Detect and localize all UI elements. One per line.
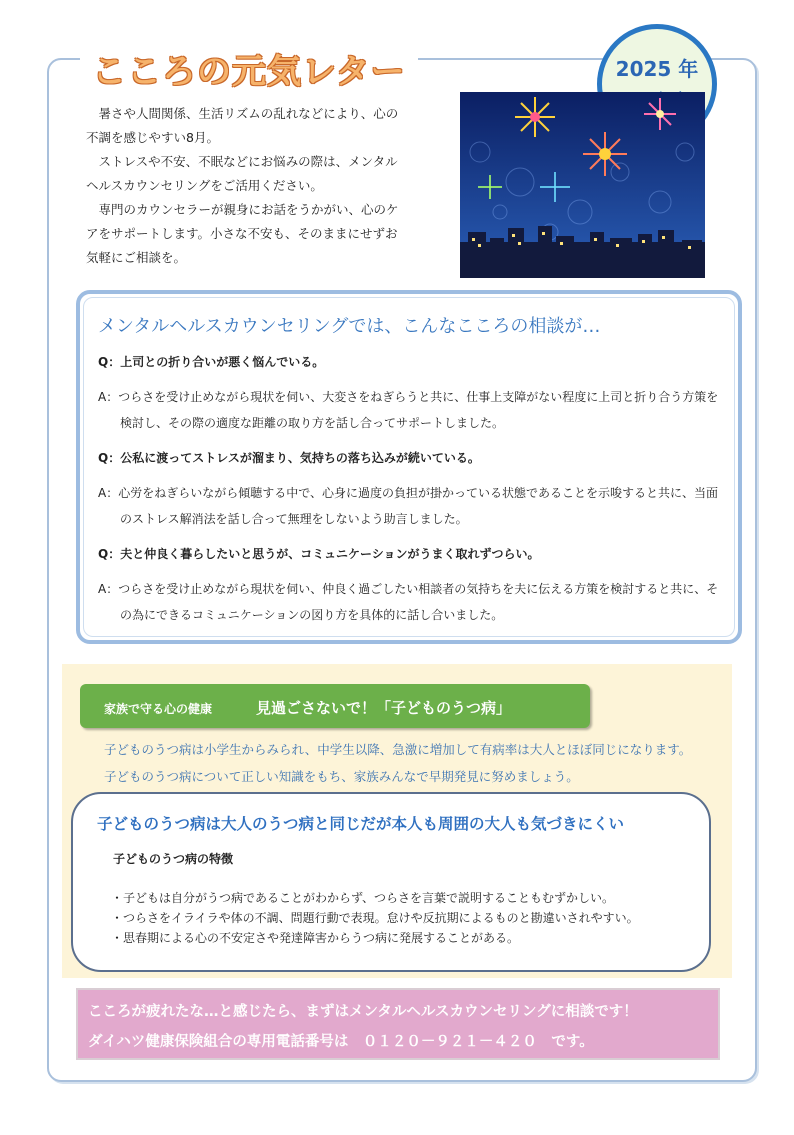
family-heading-bar xyxy=(80,684,590,728)
feature-list xyxy=(111,888,639,948)
family-line: 子どものうつ病について正しい知識をもち、家族みんなで早期発見に努めましょう。 xyxy=(104,769,579,784)
qa-answer: A：つらさを受け止めながら現状を伺い、大変さをねぎらうと共に、仕事上支障がない程度に上司と折り合う方策を検討し、その際の適度な距離の取り方を話し合ってサポートしました。 xyxy=(98,390,719,430)
feature-box xyxy=(71,792,711,972)
qa-question: Q：上司との折り合いが悪く悩んでいる。 xyxy=(98,355,325,369)
title-wrap xyxy=(80,44,418,93)
qa-answer: A：つらさを受け止めながら現状を伺い、仲良く過ごしたい相談者の気持ちを夫に伝える方策を検討すると共に、その為にできるコミュニケーションの図り方を具体的に話し合いました。 xyxy=(98,582,719,622)
family-line: 子どものうつ病は小学生からみられ、中学生以降、急激に増加して有病率は大人とほぼ同じになります。 xyxy=(104,742,692,757)
qa-title: メンタルヘルスカウンセリングでは、こんなこころの相談が… xyxy=(98,316,601,337)
list-item: ・つらさをイライラや体の不調、問題行動で表現。怠けや反抗期によるものと勘違いされやすい。 xyxy=(111,911,639,925)
intro-paragraph: ストレスや不安、不眠などにお悩みの際は、メンタルヘルスカウンセリングをご活用ください。 xyxy=(86,154,398,193)
page-title: こころの元気レター xyxy=(92,52,406,92)
badge-year: 2025 年 xyxy=(615,57,699,81)
intro-paragraph: 専門のカウンセラーが親身にお話をうかがい、心のケアをサポートします。小さな不安も、そのままにせずお気軽にご相談を。 xyxy=(86,202,399,265)
intro-text xyxy=(86,102,408,270)
contact-line-2: ダイハツ健康保険組合の専用電話番号は ０１２０－９２１－４２０ です。 xyxy=(88,1034,594,1050)
qa-answer: A：心労をねぎらいながら傾聴する中で、心身に過度の負担が掛かっている状態であることを示唆すると共に、当面のストレス解消法を話し合って無理をしないよう助言しました。 xyxy=(98,486,718,526)
feature-title: 子どものうつ病は大人のうつ病と同じだが本人も周囲の大人も気づきにくい xyxy=(97,815,625,833)
contact-line-1: こころが疲れたな…と感じたら、まずはメンタルヘルスカウンセリングに相談です！ xyxy=(88,1004,638,1020)
family-heading-small: 家族で守る心の健康 xyxy=(104,702,213,716)
qa-question: Q：公私に渡ってストレスが溜まり、気持ちの落ち込みが続いている。 xyxy=(98,451,480,465)
qa-box xyxy=(76,290,742,644)
qa-question: Q：夫と仲良く暮らしたいと思うが、コミュニケーションがうまく取れずつらい。 xyxy=(98,547,540,561)
intro-paragraph: 暑さや人間関係、生活リズムの乱れなどにより、心の不調を感じやすい8月。 xyxy=(86,106,399,145)
contact-banner xyxy=(76,988,720,1060)
family-heading-big: 見過ごさないで！「子どものうつ病」 xyxy=(256,699,512,717)
feature-subtitle: 子どものうつ病の特徴 xyxy=(113,852,234,866)
qa-list xyxy=(98,352,728,640)
list-item: ・思春期による心の不安定さや発達障害からうつ病に発展することがある。 xyxy=(111,931,520,945)
list-item: ・子どもは自分がうつ病であることがわからず、つらさを言葉で説明することもむずかしい。 xyxy=(111,891,615,905)
fireworks-illustration xyxy=(460,92,705,278)
